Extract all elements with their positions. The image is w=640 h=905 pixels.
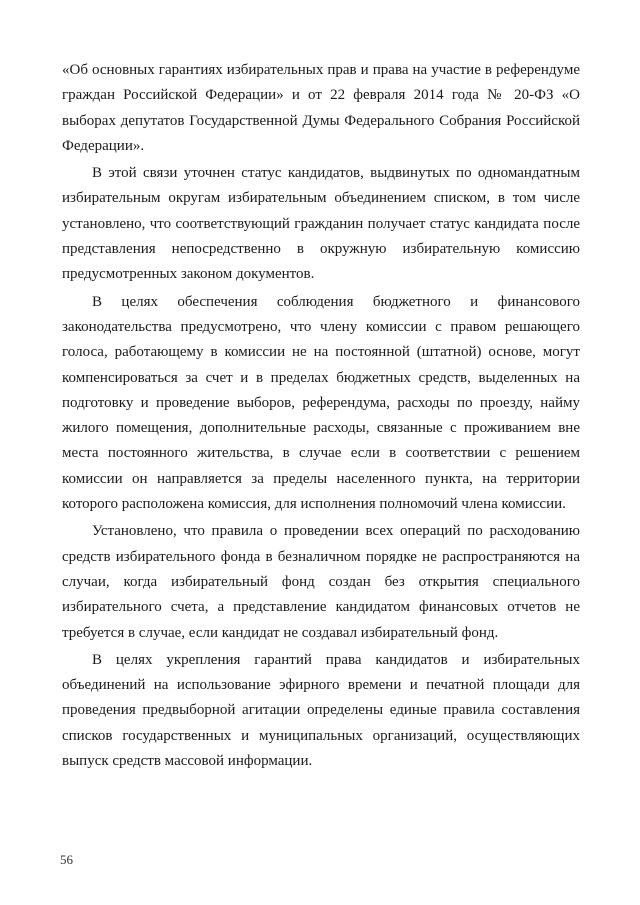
page-number: 56 bbox=[60, 852, 73, 867]
paragraph-5: В целях укрепления гарантий права кандидатов и избирательных объединений на использование эфирного времени и печатной площади для проведения предвыборной агитации определены единые правила составления списков государственных и муниципальных организаций, осуществляющих выпуск средств массовой информации. bbox=[62, 651, 580, 770]
paragraph-1: «Об основных гарантиях избирательных прав и права на участие в референдуме граждан Российской Федерации» и от 22 февраля 2014 года № 20-ФЗ «О выборах депутатов Государственной Думы Федерального Собрания Российской Федерации». bbox=[62, 62, 580, 154]
paragraph-2: В этой связи уточнен статус кандидатов, выдвинутых по одномандатным избирательным округам избирательным объединением списком, в том числе установлено, что соответствующий гражданин получает статус кандидата после представления непосредственно в окружную избирательную комиссию предусмотренных законом документов. bbox=[62, 165, 580, 283]
paragraph-4: Установлено, что правила о проведении всех операций по расходованию средств избирательного фонда в безналичном порядке не распространяются на случаи, когда избирательный фонд создан без открытия специального избирательного счета, а представление кандидатом финансовых отчетов не требуется в случае, если кандидат не создавал избирательный фонд. bbox=[62, 523, 580, 641]
paragraph-3: В целях обеспечения соблюдения бюджетного и финансового законодательства предусмотрено, что члену комиссии с правом решающего голоса, работающему в комиссии не на постоянной (штатной) основе, могут компенсироваться за счет и в пределах бюджетных средств, выделенных на подготовку и проведение выборов, референдума, расходы по проезду, найму жилого помещения, дополнительные расходы, связанные с проживанием вне места постоянного жительства, в случае если в соответствии с решением комиссии он направляется за пределы населенного пункта, на территории которого расположена комиссия, для исполнения полномочий члена комиссии. bbox=[62, 293, 580, 513]
body-text bbox=[62, 58, 580, 776]
